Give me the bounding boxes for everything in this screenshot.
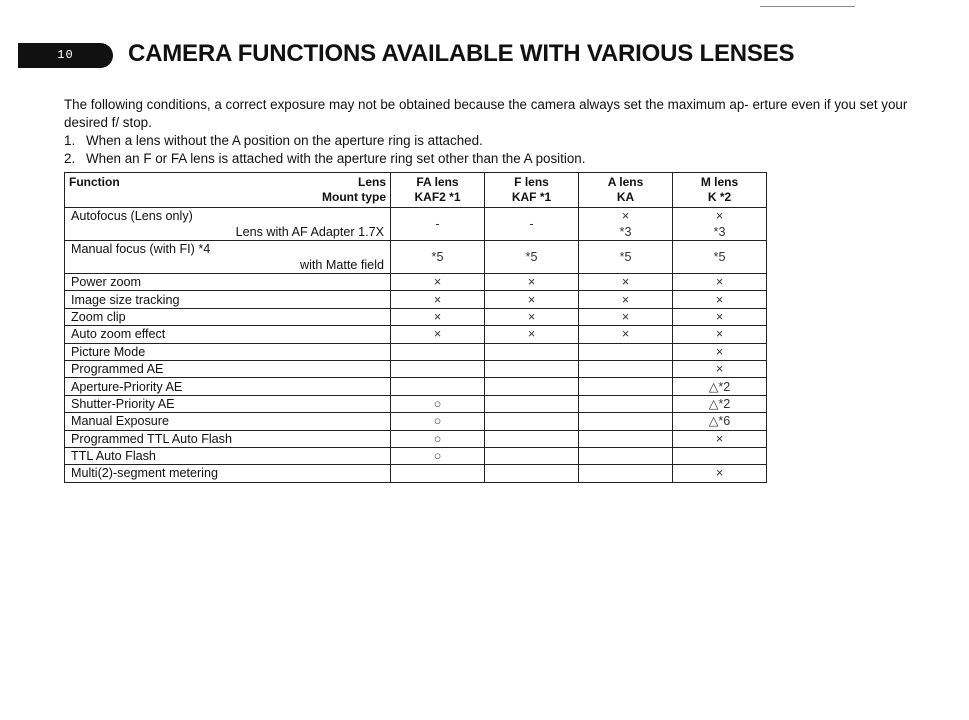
mark-cell: × [673, 308, 767, 325]
mark-cell: × [673, 274, 767, 291]
mark-cell: × *3 [579, 208, 673, 241]
function-cell: TTL Auto Flash [65, 447, 391, 464]
mark-cell: × [391, 308, 485, 325]
column-header-m [673, 173, 767, 208]
table-row [65, 360, 767, 377]
mark-cell: × [579, 308, 673, 325]
mark-cell: × [673, 430, 767, 447]
function-cell: Programmed TTL Auto Flash [65, 430, 391, 447]
mark-cell [485, 343, 579, 360]
intro-text [64, 96, 924, 168]
function-cell: Zoom clip [65, 308, 391, 325]
table-row [65, 430, 767, 447]
lens-name: A lens [607, 175, 644, 189]
mark-cell [485, 430, 579, 447]
function-sub-label: with Matte field [300, 258, 384, 272]
mark-cell: × [391, 274, 485, 291]
condition-number: 1. [64, 133, 76, 148]
condition-text: When an F or FA lens is attached with the aperture ring set other than the A position. [86, 151, 586, 166]
mark-cell [579, 395, 673, 412]
mark-cell [579, 465, 673, 482]
mount-code: KA [616, 190, 635, 204]
mark-cell [579, 413, 673, 430]
mark-cell [485, 360, 579, 377]
table-header-row [65, 173, 767, 208]
table-row [65, 447, 767, 464]
mark-cell: × [579, 291, 673, 308]
function-label: Manual focus (with FI) *4 [71, 242, 211, 256]
function-cell: Power zoom [65, 274, 391, 291]
mark-cell [485, 447, 579, 464]
mark-cell: × [485, 291, 579, 308]
mark-cell [579, 360, 673, 377]
table-row [65, 308, 767, 325]
table-row [65, 274, 767, 291]
table-row-manual-focus [65, 241, 767, 274]
function-cell: Auto zoom effect [65, 326, 391, 343]
mark-cell: △*6 [673, 413, 767, 430]
lens-function-table [64, 172, 767, 483]
table-row [65, 465, 767, 482]
function-cell: Manual Exposure [65, 413, 391, 430]
mark-cell: × [579, 326, 673, 343]
function-header [65, 173, 391, 208]
table-row [65, 343, 767, 360]
column-header-fa [391, 173, 485, 208]
mark-cell [579, 378, 673, 395]
mark-cell: *5 [391, 241, 485, 274]
mark-cell [391, 378, 485, 395]
mark-cell: × [673, 360, 767, 377]
mark-cell [673, 447, 767, 464]
mark-cell: △*2 [673, 378, 767, 395]
mount-code: KAF2 *1 [414, 190, 461, 204]
condition-item [64, 150, 924, 168]
lens-label: Lens [357, 175, 386, 189]
mark-cell: × [485, 326, 579, 343]
page-title: CAMERA FUNCTIONS AVAILABLE WITH VARIOUS LENSES [128, 40, 795, 67]
mark-cell: × *3 [673, 208, 767, 241]
mark-cell: × [673, 326, 767, 343]
table-row [65, 291, 767, 308]
mark-cell [485, 378, 579, 395]
function-cell: Picture Mode [65, 343, 391, 360]
table-row [65, 395, 767, 412]
page-number: 10 [57, 48, 74, 62]
mark-cell [485, 395, 579, 412]
function-cell: Multi(2)-segment metering [65, 465, 391, 482]
mark-cell [579, 343, 673, 360]
condition-item [64, 132, 924, 150]
column-header-f [485, 173, 579, 208]
mark-cell: *5 [673, 241, 767, 274]
table-row [65, 378, 767, 395]
table-row [65, 413, 767, 430]
mark-cell: - [485, 208, 579, 241]
mark-cell [579, 430, 673, 447]
function-sub-label: Lens with AF Adapter 1.7X [235, 225, 384, 239]
mark-cell [391, 465, 485, 482]
lens-name: FA lens [416, 175, 459, 189]
top-rule [760, 6, 855, 8]
mark-cell: × [579, 274, 673, 291]
table-row-autofocus [65, 208, 767, 241]
mark-cell: × [391, 326, 485, 343]
function-label: Autofocus (Lens only) [71, 209, 193, 223]
mark-cell: × [485, 308, 579, 325]
page-number-tab [18, 43, 113, 68]
intro-paragraph: The following conditions, a correct exposure may not be obtained because the camera always set the maximum ap- erture even if you set your desired f/ stop. [64, 97, 908, 130]
function-cell [65, 241, 391, 274]
mark-cell: × [485, 274, 579, 291]
mount-code: K *2 [707, 190, 732, 204]
lens-name: F lens [514, 175, 549, 189]
mark-cell: - [391, 208, 485, 241]
mark-cell: *5 [579, 241, 673, 274]
function-cell [65, 208, 391, 241]
mark-cell: × [391, 291, 485, 308]
mark-cell [579, 447, 673, 464]
mark-cell: × [673, 343, 767, 360]
function-cell: Aperture-Priority AE [65, 378, 391, 395]
column-header-a [579, 173, 673, 208]
mark-cell [485, 465, 579, 482]
mount-code: KAF *1 [511, 190, 552, 204]
condition-number: 2. [64, 151, 76, 166]
table-row [65, 326, 767, 343]
mark-cell: △*2 [673, 395, 767, 412]
function-cell: Programmed AE [65, 360, 391, 377]
mark-cell: *5 [485, 241, 579, 274]
lens-name: M lens [700, 175, 739, 189]
mark-cell: × [673, 465, 767, 482]
function-cell: Shutter-Priority AE [65, 395, 391, 412]
function-cell: Image size tracking [65, 291, 391, 308]
mark-cell: × [673, 291, 767, 308]
mark-cell [391, 343, 485, 360]
mark-cell: ○ [391, 395, 485, 412]
mark-cell: ○ [391, 413, 485, 430]
mark-cell [485, 413, 579, 430]
mark-cell: ○ [391, 430, 485, 447]
mark-cell [391, 360, 485, 377]
condition-text: When a lens without the A position on the aperture ring is attached. [86, 133, 483, 148]
mount-type-label: Mount type [322, 190, 386, 204]
mark-cell: ○ [391, 447, 485, 464]
function-label: Function [69, 175, 120, 189]
